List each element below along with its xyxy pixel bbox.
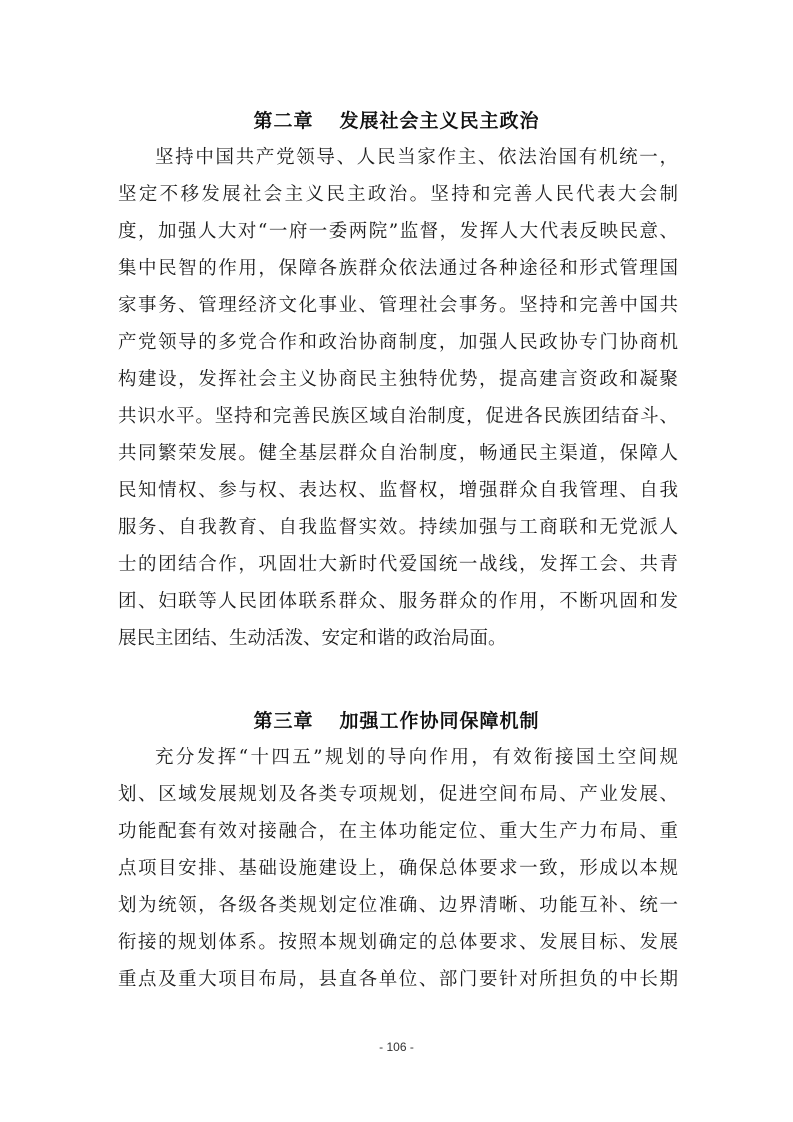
chapter-3-line: 划、区域发展规划及各类专项规划，促进空间布局、产业发展、 bbox=[118, 784, 678, 805]
chapter-2-line: 集中民智的作用，保障各族群众依法通过各种途径和形式管理国 bbox=[118, 258, 678, 279]
chapter-3-title: 加强工作协同保障机制 bbox=[339, 710, 540, 732]
chapter-2-line: 坚定不移发展社会主义民主政治。坚持和完善人民代表大会制 bbox=[118, 184, 678, 205]
chapter-2-heading bbox=[0, 106, 793, 133]
chapter-3-line: 充分发挥“十四五”规划的导向作用，有效衔接国土空间规 bbox=[155, 747, 678, 768]
chapter-2-line: 构建设，发挥社会主义协商民主独特优势，提高建言资政和凝聚 bbox=[118, 369, 678, 390]
chapter-3-line: 划为统领，各级各类规划定位准确、边界清晰、功能互补、统一 bbox=[118, 895, 678, 916]
chapter-2-line: 士的团结合作，巩固壮大新时代爱国统一战线，发挥工会、共青 bbox=[118, 554, 678, 575]
chapter-2-line: 家事务、管理经济文化事业、管理社会事务。坚持和完善中国共 bbox=[118, 295, 678, 316]
chapter-2-line: 共识水平。坚持和完善民族区域自治制度，促进各民族团结奋斗、 bbox=[118, 406, 678, 427]
chapter-3-line: 点项目安排、基础设施建设上，确保总体要求一致，形成以本规 bbox=[118, 858, 678, 879]
chapter-2-line: 服务、自我教育、自我监督实效。持续加强与工商联和无党派人 bbox=[118, 517, 678, 538]
chapter-3-line: 功能配套有效对接融合，在主体功能定位、重大生产力布局、重 bbox=[118, 821, 678, 842]
chapter-2-line: 团、妇联等人民团体联系群众、服务群众的作用，不断巩固和发 bbox=[118, 591, 678, 612]
chapter-2-title: 发展社会主义民主政治 bbox=[339, 110, 540, 132]
chapter-2-line: 民知情权、参与权、表达权、监督权，增强群众自我管理、自我 bbox=[118, 480, 678, 501]
chapter-3-line: 衔接的规划体系。按照本规划确定的总体要求、发展目标、发展 bbox=[118, 932, 678, 953]
chapter-3-number: 第三章 bbox=[253, 710, 314, 732]
page-number: - 106 - bbox=[379, 1040, 414, 1054]
chapter-2-line: 产党领导的多党合作和政治协商制度，加强人民政协专门协商机 bbox=[118, 332, 678, 353]
chapter-2-number: 第二章 bbox=[253, 110, 314, 132]
chapter-2-line: 共同繁荣发展。健全基层群众自治制度，畅通民主渠道，保障人 bbox=[118, 443, 678, 464]
chapter-2-line: 展民主团结、生动活泼、安定和谐的政治局面。 bbox=[118, 628, 507, 649]
chapter-3-heading bbox=[0, 706, 793, 733]
chapter-3-line: 重点及重大项目布局，县直各单位、部门要针对所担负的中长期 bbox=[118, 969, 678, 990]
chapter-2-line: 坚持中国共产党领导、人民当家作主、依法治国有机统一， bbox=[155, 147, 678, 168]
chapter-2-line: 度，加强人大对“一府一委两院”监督，发挥人大代表反映民意、 bbox=[118, 221, 678, 242]
